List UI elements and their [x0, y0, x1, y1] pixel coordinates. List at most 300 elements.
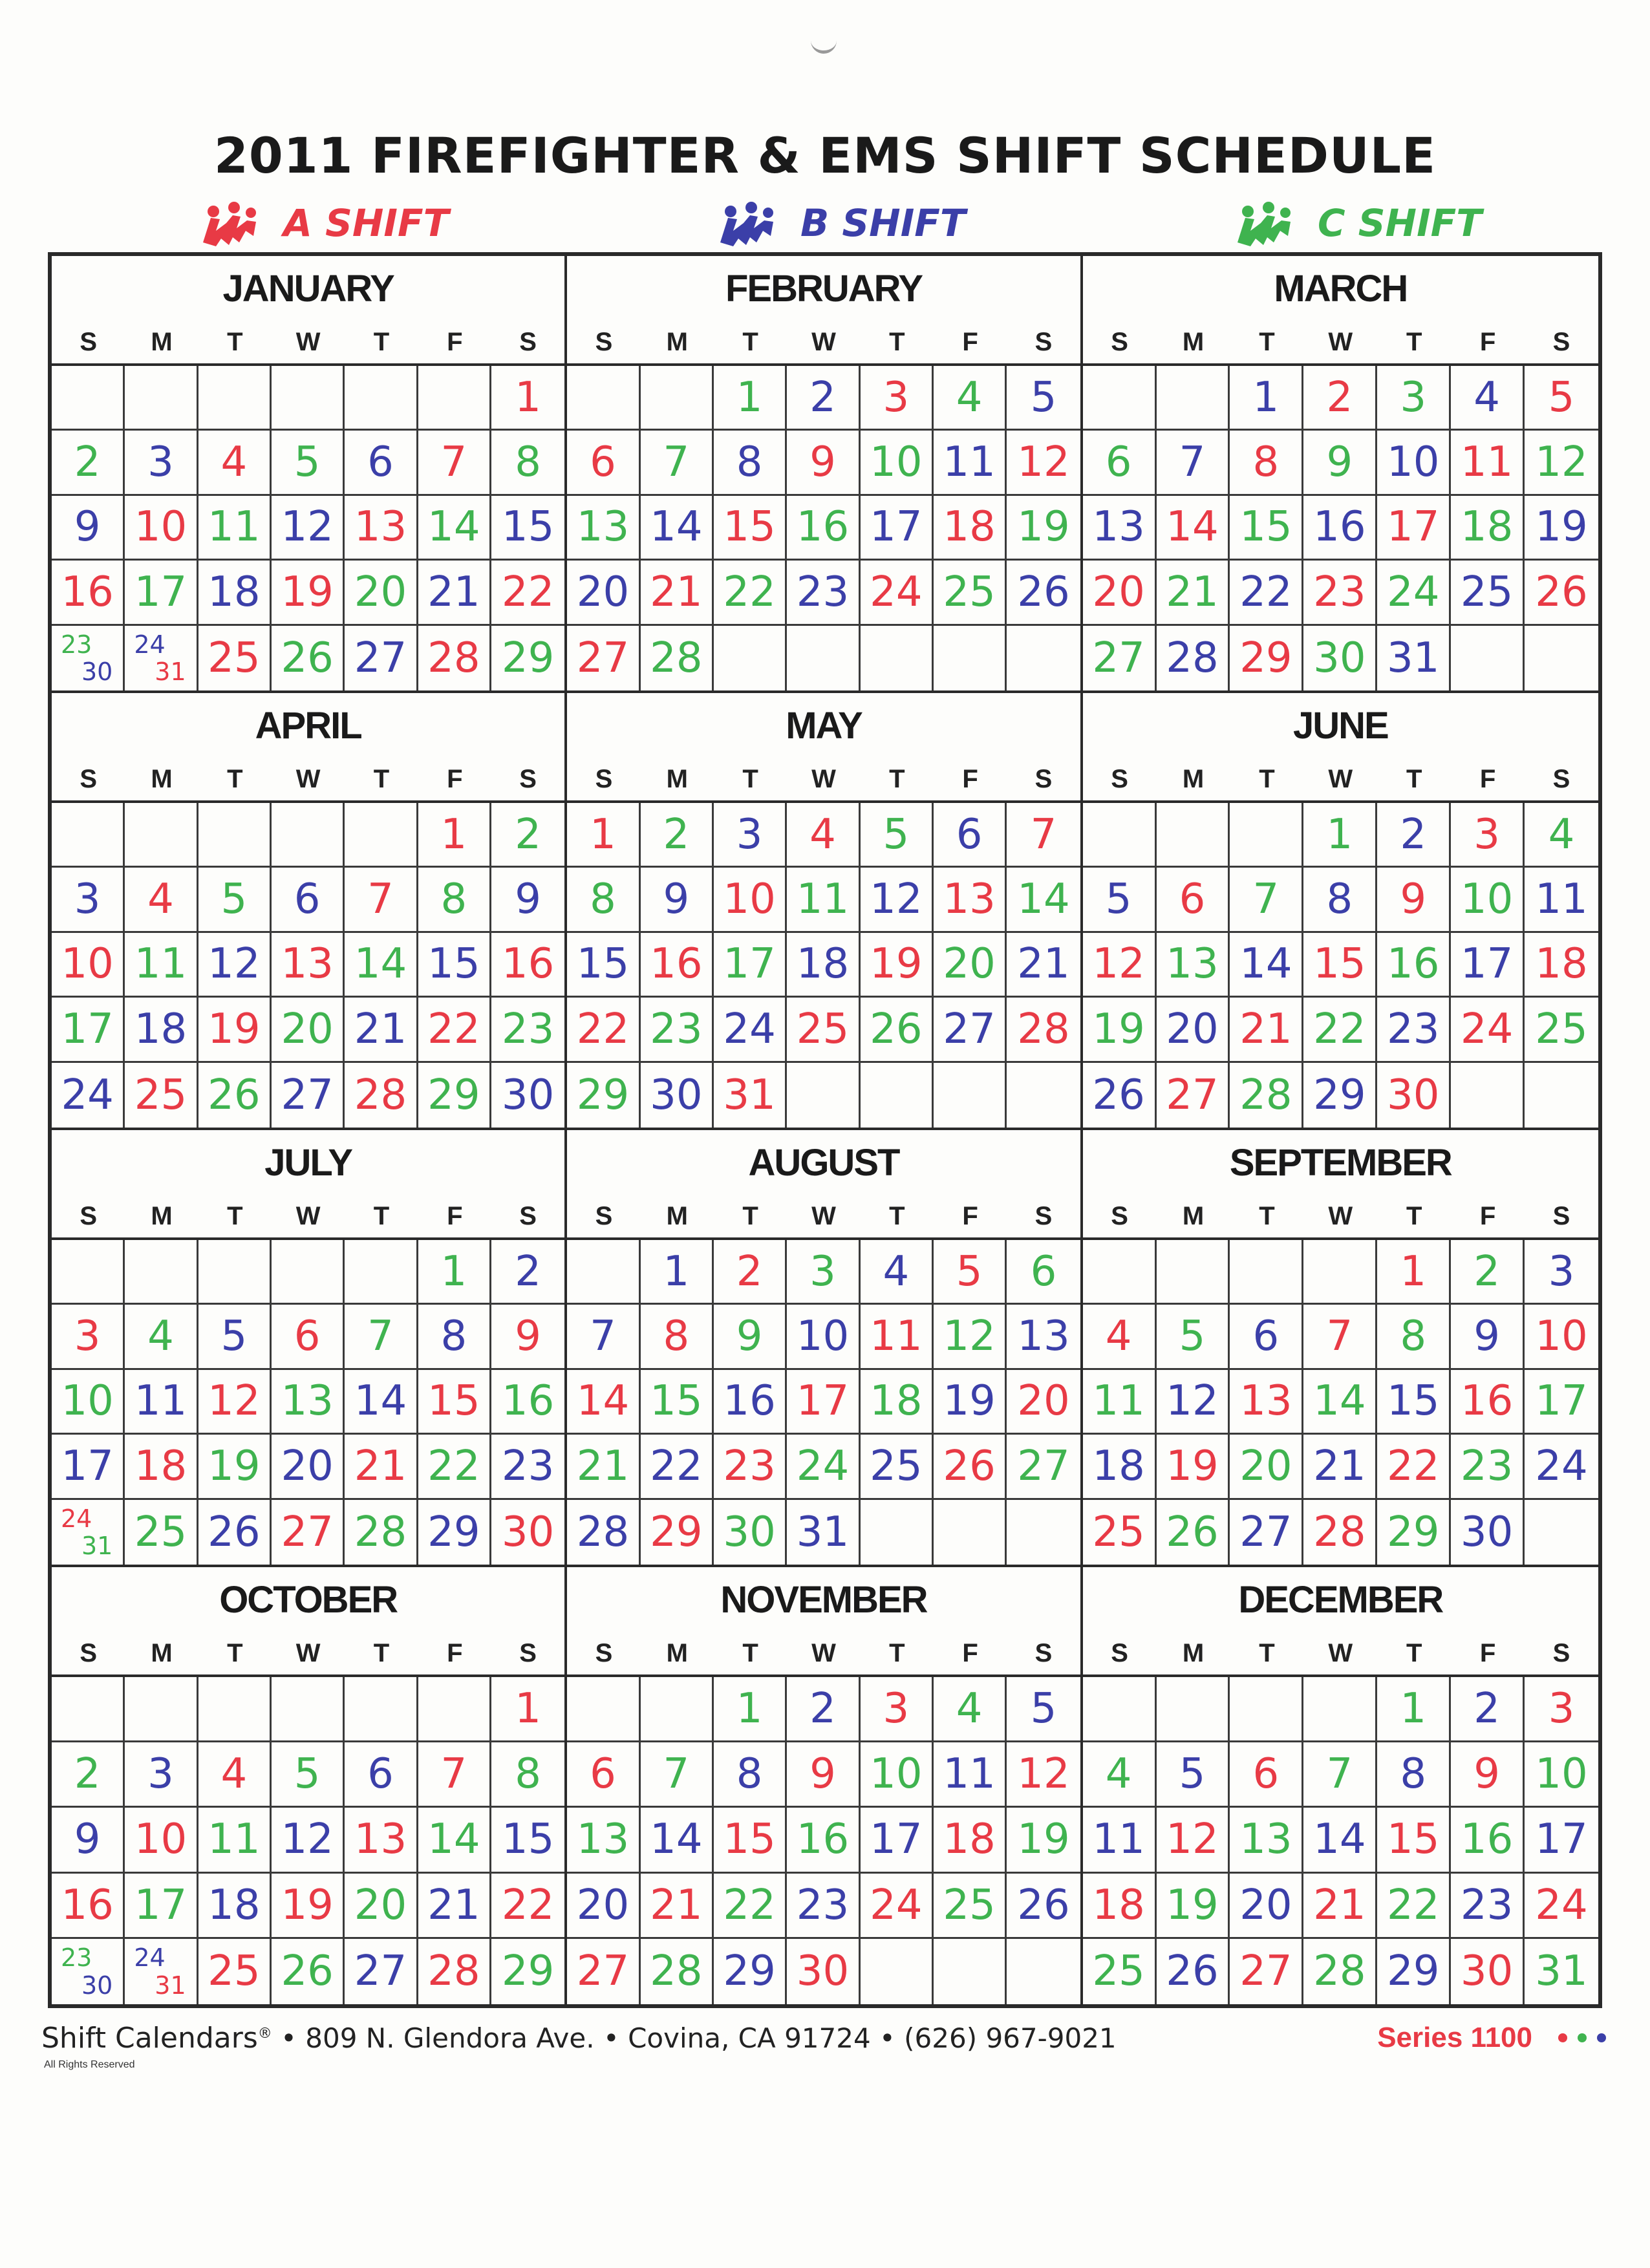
- month-october: [52, 1567, 567, 2004]
- day-cell: 10: [861, 1742, 934, 1808]
- day-cell: 26: [272, 626, 345, 690]
- day-cell: 9: [787, 1742, 860, 1808]
- month-days: [1083, 803, 1598, 1128]
- day-cell: 22: [491, 561, 564, 625]
- day-cell: 6: [1230, 1742, 1303, 1808]
- empty-cell: [1525, 626, 1598, 690]
- day-cell: 27: [272, 1500, 345, 1565]
- month-name: JANUARY: [222, 267, 394, 310]
- weekday-label: T: [1259, 1201, 1275, 1230]
- day-cell: 5: [934, 1240, 1007, 1305]
- legend-b-shift: [711, 194, 965, 252]
- weekday-label: T: [889, 1638, 905, 1667]
- day-cell: 14: [1007, 868, 1080, 932]
- empty-cell: [198, 366, 272, 431]
- day-cell: 7: [345, 868, 418, 932]
- weekday-label: F: [962, 1201, 978, 1230]
- day-cell: 5: [1157, 1742, 1230, 1808]
- day-cell: 7: [1007, 803, 1080, 868]
- empty-cell: [52, 1240, 125, 1305]
- weekday-header: [567, 321, 1080, 366]
- weekday-label: M: [1182, 1638, 1205, 1667]
- day-cell: 9: [1451, 1305, 1525, 1369]
- day-cell: 8: [1230, 431, 1303, 495]
- day-cell: 24: [52, 1063, 125, 1128]
- day-cell: 24: [1451, 998, 1525, 1062]
- empty-cell: [641, 1677, 714, 1742]
- day-cell: 14: [345, 1370, 418, 1435]
- day-cell: 31: [714, 1063, 787, 1128]
- weekday-label: M: [151, 1638, 173, 1667]
- day-cell: 4: [1083, 1305, 1157, 1369]
- day-cell: 9: [787, 431, 860, 495]
- day-cell: 27: [1230, 1500, 1303, 1565]
- weekday-label: T: [373, 1201, 390, 1230]
- weekday-header: [1083, 758, 1598, 803]
- day-cell: 30: [1451, 1939, 1525, 2004]
- empty-cell: [934, 1939, 1007, 2004]
- series-label: [1377, 2022, 1606, 2054]
- day-number: 23: [61, 630, 92, 659]
- day-cell: 17: [861, 496, 934, 561]
- day-cell: [52, 626, 125, 690]
- day-cell: 10: [1451, 868, 1525, 932]
- weekday-header: [1083, 321, 1598, 366]
- month-march: [1083, 256, 1598, 693]
- day-cell: 20: [272, 1435, 345, 1499]
- registered-mark: ®: [257, 2025, 272, 2042]
- day-cell: 12: [1525, 431, 1598, 495]
- legend-c-shift: [1228, 194, 1482, 252]
- day-cell: 19: [1157, 1874, 1230, 1939]
- empty-cell: [1303, 1677, 1377, 1742]
- day-cell: 27: [1230, 1939, 1303, 2004]
- day-cell: 10: [861, 431, 934, 495]
- day-cell: 30: [1451, 1500, 1525, 1565]
- weekday-label: M: [666, 764, 688, 793]
- day-cell: 5: [861, 803, 934, 868]
- weekday-label: M: [666, 1201, 688, 1230]
- day-cell: 2: [1377, 803, 1451, 868]
- day-cell: 5: [272, 431, 345, 495]
- day-cell: 28: [641, 626, 714, 690]
- day-cell: 4: [934, 366, 1007, 431]
- day-cell: 9: [491, 1305, 564, 1369]
- day-cell: 18: [861, 1370, 934, 1435]
- day-cell: 31: [1535, 1947, 1588, 1996]
- day-cell: 23: [491, 1435, 564, 1499]
- empty-cell: [1157, 803, 1230, 868]
- day-cell: 9: [1377, 868, 1451, 932]
- day-cell: 19: [1007, 496, 1080, 561]
- day-cell: 16: [714, 1370, 787, 1435]
- day-cell: 6: [934, 803, 1007, 868]
- weekday-label: W: [295, 327, 321, 356]
- empty-cell: [861, 1063, 934, 1128]
- day-cell: 23: [1451, 1435, 1525, 1499]
- day-cell: 12: [1157, 1808, 1230, 1873]
- day-cell: 21: [1230, 998, 1303, 1062]
- hanging-hole: [811, 31, 837, 54]
- month-september: [1083, 1130, 1598, 1567]
- day-cell: 29: [1230, 626, 1303, 690]
- day-cell: 6: [272, 1305, 345, 1369]
- day-cell: 14: [1230, 933, 1303, 998]
- weekday-label: S: [1034, 327, 1053, 356]
- day-number: 31: [155, 658, 186, 686]
- day-cell: 21: [418, 561, 491, 625]
- day-cell: 5: [1007, 366, 1080, 431]
- day-cell: 15: [491, 1808, 564, 1873]
- day-cell: 27: [567, 626, 640, 690]
- day-cell: 26: [1007, 561, 1080, 625]
- day-cell: 3: [861, 366, 934, 431]
- day-cell: 31: [1377, 626, 1451, 690]
- weekday-header: [567, 1195, 1080, 1240]
- empty-cell: [1451, 626, 1525, 690]
- day-cell: 19: [1157, 1435, 1230, 1499]
- publisher-address: [41, 2021, 1117, 2070]
- day-cell: 10: [787, 1305, 860, 1369]
- month-november: [567, 1567, 1082, 2004]
- day-cell: 26: [1525, 561, 1598, 625]
- day-cell: 21: [345, 1435, 418, 1499]
- day-cell: 20: [272, 998, 345, 1062]
- day-cell: 20: [1230, 1435, 1303, 1499]
- day-cell: 20: [567, 561, 640, 625]
- day-cell: 18: [1525, 933, 1598, 998]
- firefighter-icon: [711, 197, 782, 249]
- weekday-header: [567, 758, 1080, 803]
- day-cell: 24: [1525, 1435, 1598, 1499]
- day-cell: 14: [641, 1808, 714, 1873]
- empty-cell: [1525, 1063, 1598, 1128]
- month-name: FEBRUARY: [725, 267, 923, 310]
- weekday-label: W: [811, 1638, 836, 1667]
- day-cell: 19: [198, 1435, 272, 1499]
- day-cell: 8: [491, 431, 564, 495]
- day-cell: 30: [501, 1508, 555, 1556]
- weekday-label: F: [962, 1638, 978, 1667]
- day-cell: 23: [1451, 1874, 1525, 1939]
- day-cell: 5: [198, 868, 272, 932]
- day-cell: 1: [714, 1677, 787, 1742]
- day-cell: 4: [1525, 803, 1598, 868]
- empty-cell: [52, 1677, 125, 1742]
- day-cell: [125, 1939, 198, 2004]
- day-cell: 2: [52, 1742, 125, 1808]
- month-days: [1083, 366, 1598, 690]
- weekday-label: T: [1406, 327, 1422, 356]
- weekday-label: T: [1406, 1638, 1422, 1667]
- weekday-label: T: [1406, 764, 1422, 793]
- day-number: 30: [81, 1971, 113, 2000]
- day-cell: [52, 1939, 125, 2004]
- day-cell: 21: [418, 1874, 491, 1939]
- day-cell: 22: [714, 1874, 787, 1939]
- weekday-label: W: [295, 764, 321, 793]
- day-cell: 29: [501, 1947, 555, 1996]
- day-cell: 1: [567, 803, 640, 868]
- empty-cell: [198, 1240, 272, 1305]
- day-cell: 7: [1230, 868, 1303, 932]
- day-cell: 26: [1157, 1939, 1230, 2004]
- day-cell: 23: [787, 1874, 860, 1939]
- day-cell: 22: [1377, 1874, 1451, 1939]
- day-cell: 10: [714, 868, 787, 932]
- weekday-label: F: [1479, 764, 1496, 793]
- day-cell: 29: [714, 1939, 787, 2004]
- day-cell: 2: [714, 1240, 787, 1305]
- day-cell: 15: [418, 1370, 491, 1435]
- day-cell: 25: [1083, 1500, 1157, 1565]
- day-cell: 25: [934, 1874, 1007, 1939]
- month-july: [52, 1130, 567, 1567]
- day-cell: 8: [1303, 868, 1377, 932]
- day-cell: 16: [787, 1808, 860, 1873]
- day-cell: 18: [198, 1874, 272, 1939]
- empty-cell: [125, 803, 198, 868]
- empty-cell: [1525, 1500, 1598, 1565]
- day-cell: 28: [418, 626, 491, 690]
- weekday-label: T: [742, 1638, 758, 1667]
- day-cell: 8: [491, 1742, 564, 1808]
- day-cell: 14: [567, 1370, 640, 1435]
- day-cell: 16: [491, 1370, 564, 1435]
- weekday-label: F: [1479, 1638, 1496, 1667]
- legend-label: C SHIFT: [1318, 201, 1482, 245]
- day-cell: 22: [1377, 1435, 1451, 1499]
- day-cell: 17: [1525, 1370, 1598, 1435]
- day-cell: 18: [125, 1435, 198, 1499]
- day-cell: 13: [1083, 496, 1157, 561]
- day-cell: 20: [934, 933, 1007, 998]
- empty-cell: [1157, 1677, 1230, 1742]
- weekday-label: T: [227, 764, 243, 793]
- day-cell: 12: [1157, 1370, 1230, 1435]
- day-cell: 29: [1303, 1063, 1377, 1128]
- weekday-header: [1083, 1632, 1598, 1677]
- day-cell: 17: [714, 933, 787, 998]
- day-cell: 13: [1157, 933, 1230, 998]
- page-title: 2011 FIREFIGHTER & EMS SHIFT SCHEDULE: [213, 127, 1437, 184]
- weekday-label: T: [1259, 764, 1275, 793]
- day-cell: 19: [198, 998, 272, 1062]
- empty-cell: [1230, 1240, 1303, 1305]
- empty-cell: [198, 803, 272, 868]
- day-cell: 12: [861, 868, 934, 932]
- month-name: DECEMBER: [1238, 1578, 1443, 1621]
- month-name: JULY: [264, 1141, 352, 1184]
- day-cell: 8: [714, 1742, 787, 1808]
- day-cell: 4: [198, 431, 272, 495]
- day-cell: 30: [501, 1071, 555, 1119]
- day-cell: 11: [198, 1808, 272, 1873]
- weekday-label: T: [889, 327, 905, 356]
- day-cell: 29: [641, 1500, 714, 1565]
- day-cell: 6: [272, 868, 345, 932]
- day-cell: 28: [567, 1500, 640, 1565]
- day-cell: 26: [861, 998, 934, 1062]
- day-cell: 28: [345, 1500, 418, 1565]
- day-cell: 11: [1525, 868, 1598, 932]
- day-cell: 22: [641, 1435, 714, 1499]
- day-cell: 24: [1377, 561, 1451, 625]
- day-cell: 19: [1525, 496, 1598, 561]
- weekday-label: S: [595, 764, 613, 793]
- day-cell: 1: [1303, 803, 1377, 868]
- day-cell: 8: [714, 431, 787, 495]
- empty-cell: [567, 1240, 640, 1305]
- day-cell: 19: [1083, 998, 1157, 1062]
- day-number: 31: [155, 1971, 186, 2000]
- day-cell: 9: [491, 868, 564, 932]
- day-cell: 6: [1157, 868, 1230, 932]
- weekday-label: W: [1328, 327, 1353, 356]
- day-cell: 17: [1525, 1808, 1598, 1873]
- day-cell: 16: [52, 561, 125, 625]
- day-cell: 17: [125, 1874, 198, 1939]
- weekday-label: M: [666, 1638, 688, 1667]
- day-cell: 29: [418, 1500, 491, 1565]
- day-cell: 6: [567, 1742, 640, 1808]
- day-cell: 17: [52, 998, 125, 1062]
- weekday-label: M: [1182, 1201, 1205, 1230]
- weekday-label: T: [227, 1638, 243, 1667]
- weekday-label: S: [1034, 1201, 1053, 1230]
- month-days: [567, 1677, 1080, 2004]
- empty-cell: [345, 366, 418, 431]
- day-cell: 6: [345, 1742, 418, 1808]
- day-cell: 17: [861, 1808, 934, 1873]
- weekday-label: S: [595, 327, 613, 356]
- day-cell: 2: [52, 431, 125, 495]
- weekday-header: [52, 1195, 564, 1240]
- weekday-header: [1083, 1195, 1598, 1240]
- day-cell: 3: [1377, 366, 1451, 431]
- empty-cell: [861, 626, 934, 690]
- day-cell: 1: [418, 803, 491, 868]
- day-cell: 15: [567, 933, 640, 998]
- day-cell: 29: [501, 634, 555, 682]
- day-cell: 22: [418, 998, 491, 1062]
- empty-cell: [787, 1063, 860, 1128]
- day-cell: 16: [491, 933, 564, 998]
- weekday-label: S: [1111, 764, 1128, 793]
- weekday-label: F: [447, 1638, 463, 1667]
- day-cell: 21: [567, 1435, 640, 1499]
- day-cell: 25: [787, 998, 860, 1062]
- day-cell: 10: [1377, 431, 1451, 495]
- day-cell: 16: [52, 1874, 125, 1939]
- weekday-label: S: [1552, 1638, 1570, 1667]
- day-cell: 24: [787, 1435, 860, 1499]
- weekday-label: S: [1552, 764, 1570, 793]
- day-cell: 2: [787, 1677, 860, 1742]
- day-cell: 22: [1230, 561, 1303, 625]
- day-cell: 30: [1377, 1063, 1451, 1128]
- day-cell: 1: [418, 1240, 491, 1305]
- day-cell: 2: [491, 803, 564, 868]
- day-cell: 11: [861, 1305, 934, 1369]
- day-cell: 2: [1451, 1677, 1525, 1742]
- month-january: [52, 256, 567, 693]
- day-cell: 25: [125, 1063, 198, 1128]
- empty-cell: [272, 366, 345, 431]
- day-cell: 2: [491, 1240, 564, 1305]
- empty-cell: [345, 1240, 418, 1305]
- day-cell: 1: [714, 366, 787, 431]
- day-cell: 7: [641, 1742, 714, 1808]
- publisher-brand: Shift Calendars: [41, 2021, 258, 2055]
- month-name: APRIL: [255, 704, 361, 747]
- day-cell: 14: [1303, 1370, 1377, 1435]
- day-cell: 9: [641, 868, 714, 932]
- day-cell: 19: [272, 561, 345, 625]
- day-cell: 1: [491, 1677, 564, 1742]
- day-cell: 20: [1157, 998, 1230, 1062]
- day-cell: 25: [1525, 998, 1598, 1062]
- day-cell: 3: [1451, 803, 1525, 868]
- day-cell: 2: [787, 366, 860, 431]
- empty-cell: [418, 1677, 491, 1742]
- day-cell: 26: [1083, 1063, 1157, 1128]
- empty-cell: [567, 366, 640, 431]
- day-cell: 21: [1157, 561, 1230, 625]
- month-name: AUGUST: [748, 1141, 899, 1184]
- day-cell: 9: [52, 1808, 125, 1873]
- day-cell: 10: [52, 933, 125, 998]
- day-cell: 15: [714, 496, 787, 561]
- day-cell: 28: [1303, 1500, 1377, 1565]
- day-cell: 3: [125, 431, 198, 495]
- empty-cell: [934, 1500, 1007, 1565]
- empty-cell: [272, 803, 345, 868]
- day-number: 24: [134, 630, 166, 659]
- legend-label: A SHIFT: [283, 201, 449, 245]
- weekday-label: S: [595, 1638, 613, 1667]
- weekday-label: S: [1552, 327, 1570, 356]
- weekday-label: T: [227, 1201, 243, 1230]
- empty-cell: [418, 366, 491, 431]
- day-cell: 21: [345, 998, 418, 1062]
- day-cell: 3: [861, 1677, 934, 1742]
- weekday-label: F: [447, 1201, 463, 1230]
- day-cell: 29: [567, 1063, 640, 1128]
- address-text: • 809 N. Glendora Ave. • Covina, CA 91724 • (626) 967-9021: [272, 2022, 1117, 2054]
- day-cell: 7: [1157, 431, 1230, 495]
- empty-cell: [1303, 1240, 1377, 1305]
- day-cell: [125, 626, 198, 690]
- weekday-label: F: [962, 764, 978, 793]
- day-cell: 3: [787, 1240, 860, 1305]
- day-cell: 9: [52, 496, 125, 561]
- day-cell: 4: [198, 1742, 272, 1808]
- day-cell: 16: [641, 933, 714, 998]
- day-cell: 18: [125, 998, 198, 1062]
- day-cell: 23: [714, 1435, 787, 1499]
- day-cell: 11: [125, 1370, 198, 1435]
- weekday-label: S: [80, 1201, 97, 1230]
- day-cell: 26: [198, 1063, 272, 1128]
- day-cell: 11: [1451, 431, 1525, 495]
- month-days: [567, 803, 1080, 1128]
- day-cell: 17: [787, 1370, 860, 1435]
- day-number: 30: [81, 658, 113, 686]
- day-cell: [52, 1500, 125, 1565]
- day-cell: 20: [345, 561, 418, 625]
- day-cell: 28: [345, 1063, 418, 1128]
